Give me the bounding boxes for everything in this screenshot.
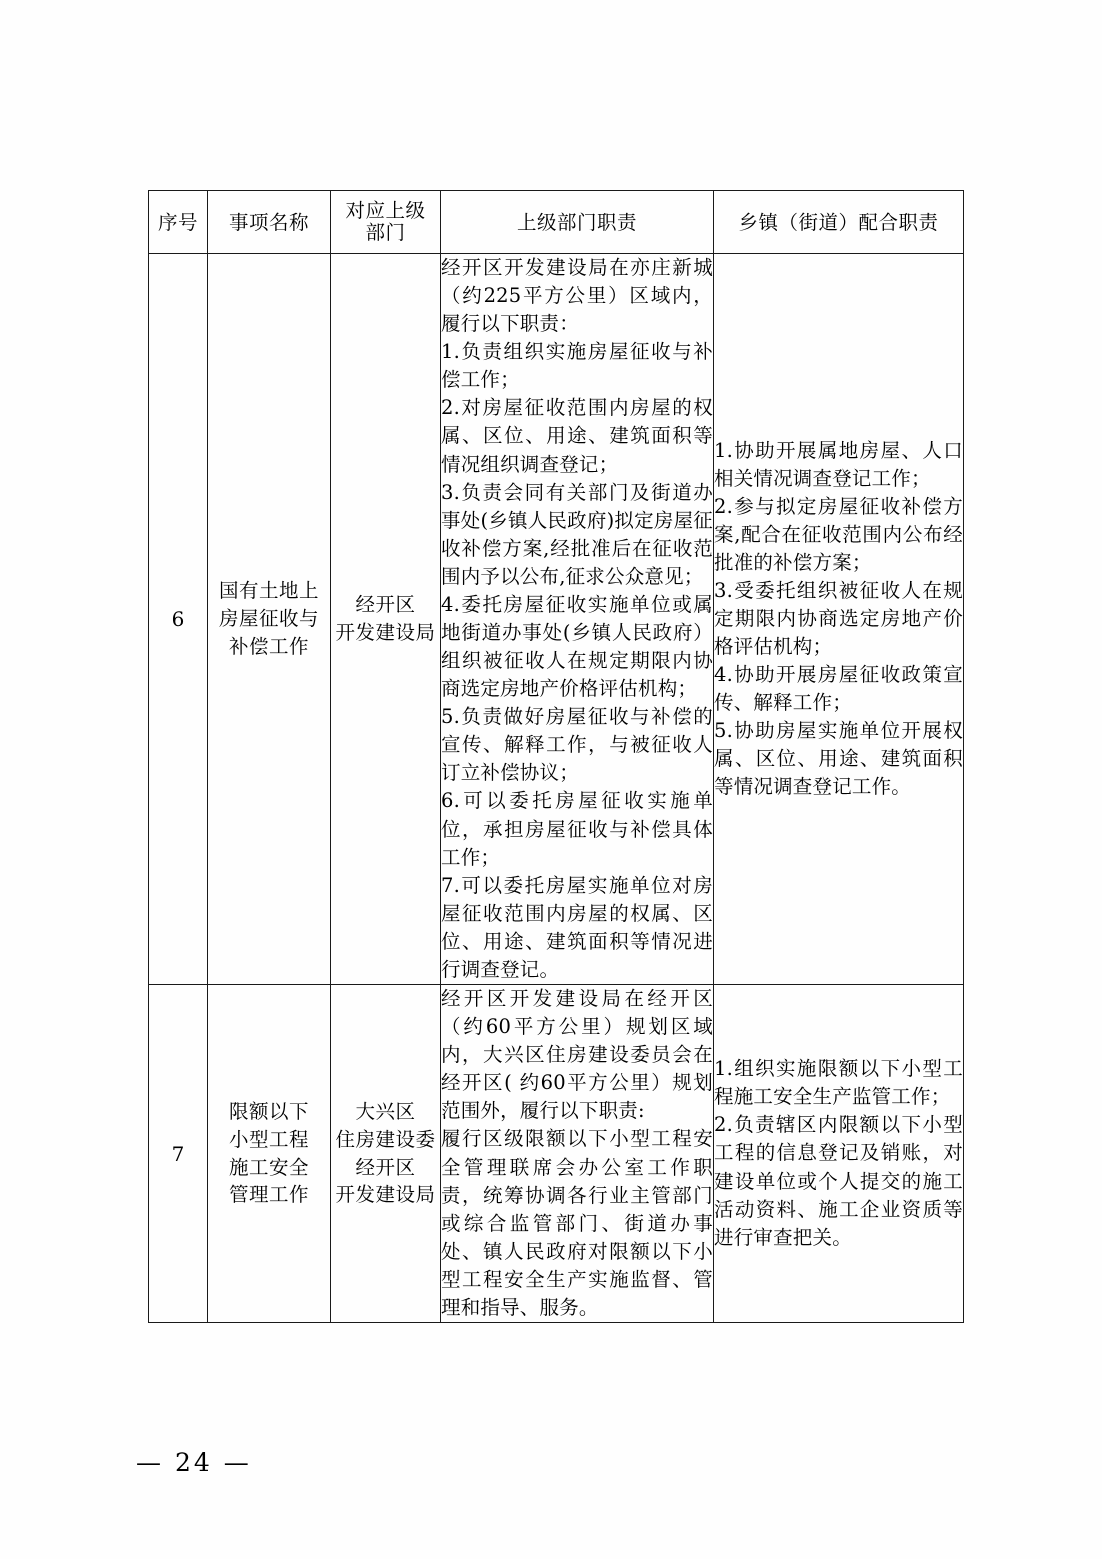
header-item-name: 事项名称	[208, 191, 331, 254]
duty-paragraph: 履行区级限额以下小型工程安全管理联席会办公室工作职责，统筹协调各行业主管部门或综合监管部门、街道办事处、镇人民政府对限额以下小型工程安全生产实施监督、管理和指导、服务。	[441, 1127, 713, 1319]
header-parent-department-line1: 对应上级	[345, 198, 426, 222]
duty-paragraph: 经开区开发建设局在经开区（约60平方公里）规划区域内，大兴区住房建设委员会在经开区( 约60平方公里）规划范围外，履行以下职责:	[441, 987, 713, 1123]
cooperation-paragraph: 5.协助房屋实施单位开展权属、区位、用途、建筑面积等情况调查登记工作。	[714, 719, 963, 799]
duty-paragraph: 3.负责会同有关部门及街道办事处(乡镇人民政府)拟定房屋征收补偿方案,经批准后在征收范围内予以公布,征求公众意见；	[441, 480, 713, 588]
duty-paragraph: 7.可以委托房屋实施单位对房屋征收范围内房屋的权属、区位、用途、建筑面积等情况进行调查登记。	[441, 873, 713, 981]
row-item-name-line: 房屋征收与	[218, 607, 319, 631]
cooperation-paragraph: 2.负责辖区内限额以下小型工程的信息登记及销账，对建设单位或个人提交的施工活动资料、施工企业资质等进行审查把关。	[714, 1113, 963, 1249]
row-parent-department	[331, 254, 441, 985]
row-item-name	[208, 985, 331, 1323]
row-item-name-line: 补偿工作	[228, 634, 309, 658]
row-township-cooperation	[714, 985, 964, 1323]
table-header-row	[149, 191, 964, 254]
page-number: — 24 —	[136, 1448, 252, 1477]
row-item-name-line: 施工安全	[228, 1155, 309, 1179]
row-item-name-line: 小型工程	[228, 1127, 309, 1151]
header-parent-department-line2: 部门	[365, 221, 406, 244]
duty-paragraph: 1.负责组织实施房屋征收与补偿工作；	[441, 340, 713, 392]
header-township-cooperation: 乡镇（街道）配合职责	[714, 191, 964, 254]
cooperation-paragraph: 1.协助开展属地房屋、人口相关情况调查登记工作；	[714, 438, 963, 490]
row-sequence: 7	[149, 985, 208, 1323]
duty-paragraph: 5.负责做好房屋征收与补偿的宣传、解释工作，与被征收人订立补偿协议；	[441, 705, 713, 785]
cooperation-paragraph: 3.受委托组织被征收人在规定期限内协商选定房地产价格评估机构；	[714, 578, 963, 659]
row-parent-duties	[441, 985, 714, 1323]
cooperation-paragraph: 2.参与拟定房屋征收补偿方案,配合在征收范围内公布经批准的补偿方案；	[714, 494, 963, 574]
header-parent-duties: 上级部门职责	[441, 191, 714, 254]
row-item-name-line: 管理工作	[228, 1183, 309, 1207]
row-parent-department-line: 开发建设局	[335, 621, 436, 645]
cooperation-paragraph: 1.组织实施限额以下小型工程施工安全生产监管工作；	[714, 1057, 963, 1109]
header-sequence: 序号	[149, 191, 208, 254]
row-item-name-line: 国有土地上	[218, 579, 319, 603]
duty-paragraph: 4.委托房屋征收实施单位或属地街道办事处(乡镇人民政府）组织被征收人在规定期限内协商选定房地产价格评估机构；	[441, 592, 713, 701]
table-row	[149, 254, 964, 985]
row-parent-department-line: 住房建设委	[335, 1127, 436, 1151]
duty-paragraph: 2.对房屋征收范围内房屋的权属、区位、用途、建筑面积等情况组织调查登记；	[441, 396, 713, 476]
table-row	[149, 985, 964, 1323]
row-item-name-line: 限额以下	[228, 1100, 309, 1124]
row-parent-department	[331, 985, 441, 1323]
row-parent-duties	[441, 254, 714, 985]
header-parent-department	[331, 191, 441, 254]
row-parent-department-line: 开发建设局	[335, 1183, 436, 1207]
duty-paragraph: 6.可以委托房屋征收实施单位，承担房屋征收与补偿具体工作；	[441, 789, 713, 869]
row-parent-department-line: 大兴区	[355, 1100, 416, 1124]
duty-paragraph: 经开区开发建设局在亦庄新城（约225平方公里）区域内，履行以下职责：	[441, 256, 713, 336]
responsibility-table	[148, 190, 964, 1323]
row-item-name	[208, 254, 331, 985]
row-township-cooperation	[714, 254, 964, 985]
row-parent-department-line: 经开区	[355, 1155, 416, 1179]
row-sequence: 6	[149, 254, 208, 985]
row-parent-department-line: 经开区	[355, 593, 416, 617]
cooperation-paragraph: 4.协助开展房屋征收政策宣传、解释工作；	[714, 663, 963, 715]
